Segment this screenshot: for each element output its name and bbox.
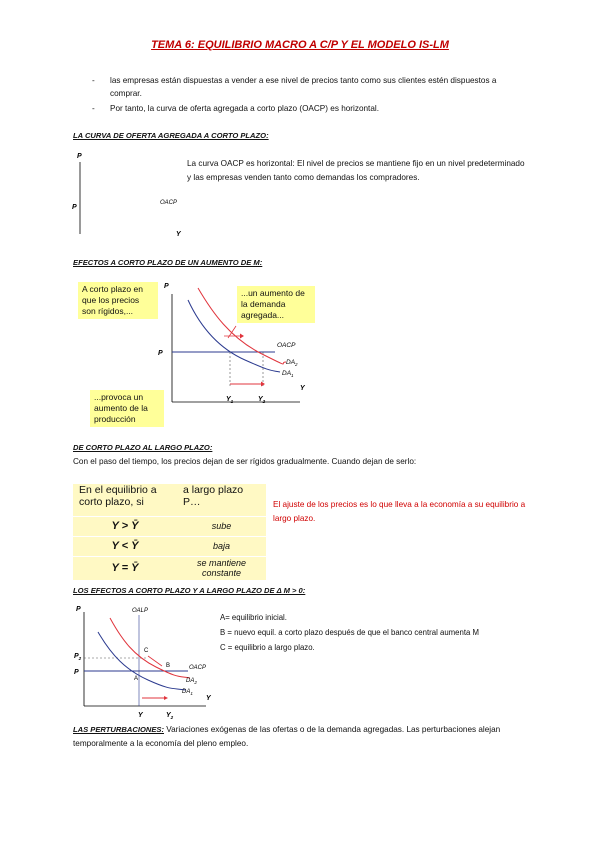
disturbances-paragraph [73,723,533,751]
da1-label: $DA_1$ [282,370,294,378]
price-adjustment-table [73,484,266,581]
note-production-increase: ...provoca un aumento de la producción [90,390,164,427]
da2-curve [198,288,286,364]
section-heading-short-long-effects: LOS EFECTOS A CORTO PLAZO Y A LARGO PLAZO DE Δ M > 0: [73,586,306,595]
table-row [73,516,266,536]
axis-label-p: P [77,153,82,160]
legend-a: A= equilibrio inicial. [220,613,287,622]
table-cell-condition: Y > Ȳ [73,516,177,536]
oacp-label: OACP [160,200,178,206]
table-cell-condition: Y < Ȳ [73,536,177,556]
price-adjustment-note: El ajuste de los precios es lo que lleva a la economía a su equilibrio a largo plazo. [273,500,526,523]
table-cell-result: baja [177,536,266,556]
axis-label-y: Y [300,385,305,392]
y2-label: $Y_2$ [166,712,174,720]
arrow-head [164,696,168,700]
axis-label-p: P [164,283,169,290]
table-cell-result: se mantiene constante [177,556,266,580]
p2-label: $P_2$ [74,653,82,661]
table-row [73,536,266,556]
short-long-effects-graph [68,600,218,722]
oacp-label: OACP [189,665,207,671]
axis-label-y: Y [176,231,181,238]
oacp-description: La curva OACP es horizontal: El nivel de precios se mantiene fijo en un nivel predeterminado y las empresas venden tanto como demandas los compradores. [187,159,525,182]
da2-curve [110,618,190,678]
arrow-head [240,334,244,339]
page-title: TEMA 6: EQUILIBRIO MACRO A C/P Y EL MODELO IS-LM [151,39,449,51]
section-heading-oacp: LA CURVA DE OFERTA AGREGADA A CORTO PLAZO: [73,131,269,140]
axis-label-p-level: P [72,204,77,211]
disturbances-text: Variaciones exógenas de las ofertas o de la demanda agregadas. Las perturbaciones alejan temporalmente a la economía del pleno empleo. [73,725,501,748]
da2-label: $DA_2$ [286,359,298,367]
legend-b: B = nuevo equil. a corto plazo después de que el banco central aumenta M [220,628,479,637]
point-b-label: B [166,663,171,669]
price-level-label: P [158,350,163,357]
oacp-label: OACP [277,342,296,349]
note-short-run: A corto plazo en que los precios son rígidos,... [78,282,158,319]
axis-label-p: P [76,606,81,613]
legend-c: C = equilibrio a largo plazo. [220,643,315,652]
table-header-left: En el equilibrio a corto plazo, si [73,484,177,516]
axis-label-y: Y [206,695,211,702]
y1-label: $Y_1$ [226,396,234,404]
bullet-dash: - [92,76,95,85]
note-demand-increase: ...un aumento de la demanda agregada... [237,286,315,323]
oacp-graph [68,148,198,238]
da1-label: $DA_1$ [182,689,193,696]
table-row [73,556,266,580]
price-level-label: P [74,669,79,676]
y-label: Y [138,712,143,719]
table-cell-result: sube [177,516,266,536]
y2-label: $Y_2$ [258,396,266,404]
da1-curve [98,632,186,690]
section-heading-short-run-m: EFECTOS A CORTO PLAZO DE UN AUMENTO DE M: [73,258,263,267]
intro-bullet-1: las empresas están dispuestas a vender a ese nivel de precios tanto como sus clientes estén dispuestos a comprar. [110,76,497,98]
table-header-row [73,484,266,516]
point-a-label: A [134,676,139,682]
section-heading-disturbances: LAS PERTURBACIONES: [73,725,164,734]
adjust-arrow [148,656,162,666]
point-c-label: C [144,648,149,654]
short-run-m-graph [150,276,320,406]
table-header-right: a largo plazo P… [177,484,266,516]
da2-label: $DA_2$ [186,678,197,685]
section-heading-short-to-long: DE CORTO PLAZO AL LARGO PLAZO: [73,443,213,452]
short-to-long-text: Con el paso del tiempo, los precios dejan de ser rígidos gradualmente. Cuando dejan de serlo: [73,457,417,466]
oalp-label: OALP [132,608,149,614]
table-cell-condition: Y = Ȳ [73,556,177,580]
intro-bullet-2: Por tanto, la curva de oferta agregada a corto plazo (OACP) es horizontal. [110,104,379,113]
bullet-dash: - [92,104,95,113]
